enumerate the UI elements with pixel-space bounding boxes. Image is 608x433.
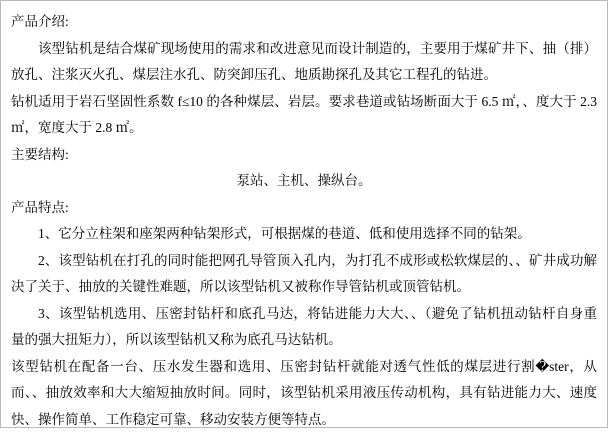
paragraph-structure-list: 泵站、主机、操纵台。 xyxy=(11,168,597,195)
document-body xyxy=(11,9,597,433)
paragraph-intro-1: 该型钻机是结合煤矿现场使用的需求和改进意见而设计制造的，主要用于煤矿井下、抽（排）放孔、注浆灭火孔、煤层注水孔、防突卸压孔、地质勘探孔及其它工程孔的钻进。 xyxy=(11,36,597,89)
paragraph-feature-3: 3、该型钻机选用、压密封钻杆和底孔马达，将钻进能力大大、、（避免了钻机扭动钻杆自身重量的强大扭矩力），所以该型钻机又称为底孔马达钻机。 xyxy=(11,301,597,354)
paragraph-summary: 该型钻机在配备一台、压水发生器和选用、压密封钻杆就能对透气性低的煤层进行割�ster，从而、、抽放效率和大大缩短抽放时间。同时，该型钻机采用液压传动机构，具有钻进能力大、速度快、操作简单、工作稳定可靠、移动安装方便等特点。 xyxy=(11,354,597,433)
section-heading-structure: 主要结构: xyxy=(11,142,597,169)
paragraph-feature-2: 2、该型钻机在打孔的同时能把网孔导管顶入孔内，为打孔不成形或松软煤层的、、矿井成功解决了关于、抽放的关键性难题，所以该型钻机又被称作导管钻机或顶管钻机。 xyxy=(11,248,597,301)
paragraph-intro-2: 钻机适用于岩石坚固性系数 f≤10 的各种煤层、岩层。要求巷道或钻场断面大于 6.5 ㎡，、度大于 2.3 ㎡，宽度大于 2.8 ㎡。 xyxy=(11,89,597,142)
paragraph-feature-1: 1、它分立柱架和座架两种钻架形式，可根据煤的巷道、低和使用选择不同的钻架。 xyxy=(11,221,597,248)
section-heading-features: 产品特点: xyxy=(11,195,597,222)
section-heading-intro: 产品介绍: xyxy=(11,9,597,36)
